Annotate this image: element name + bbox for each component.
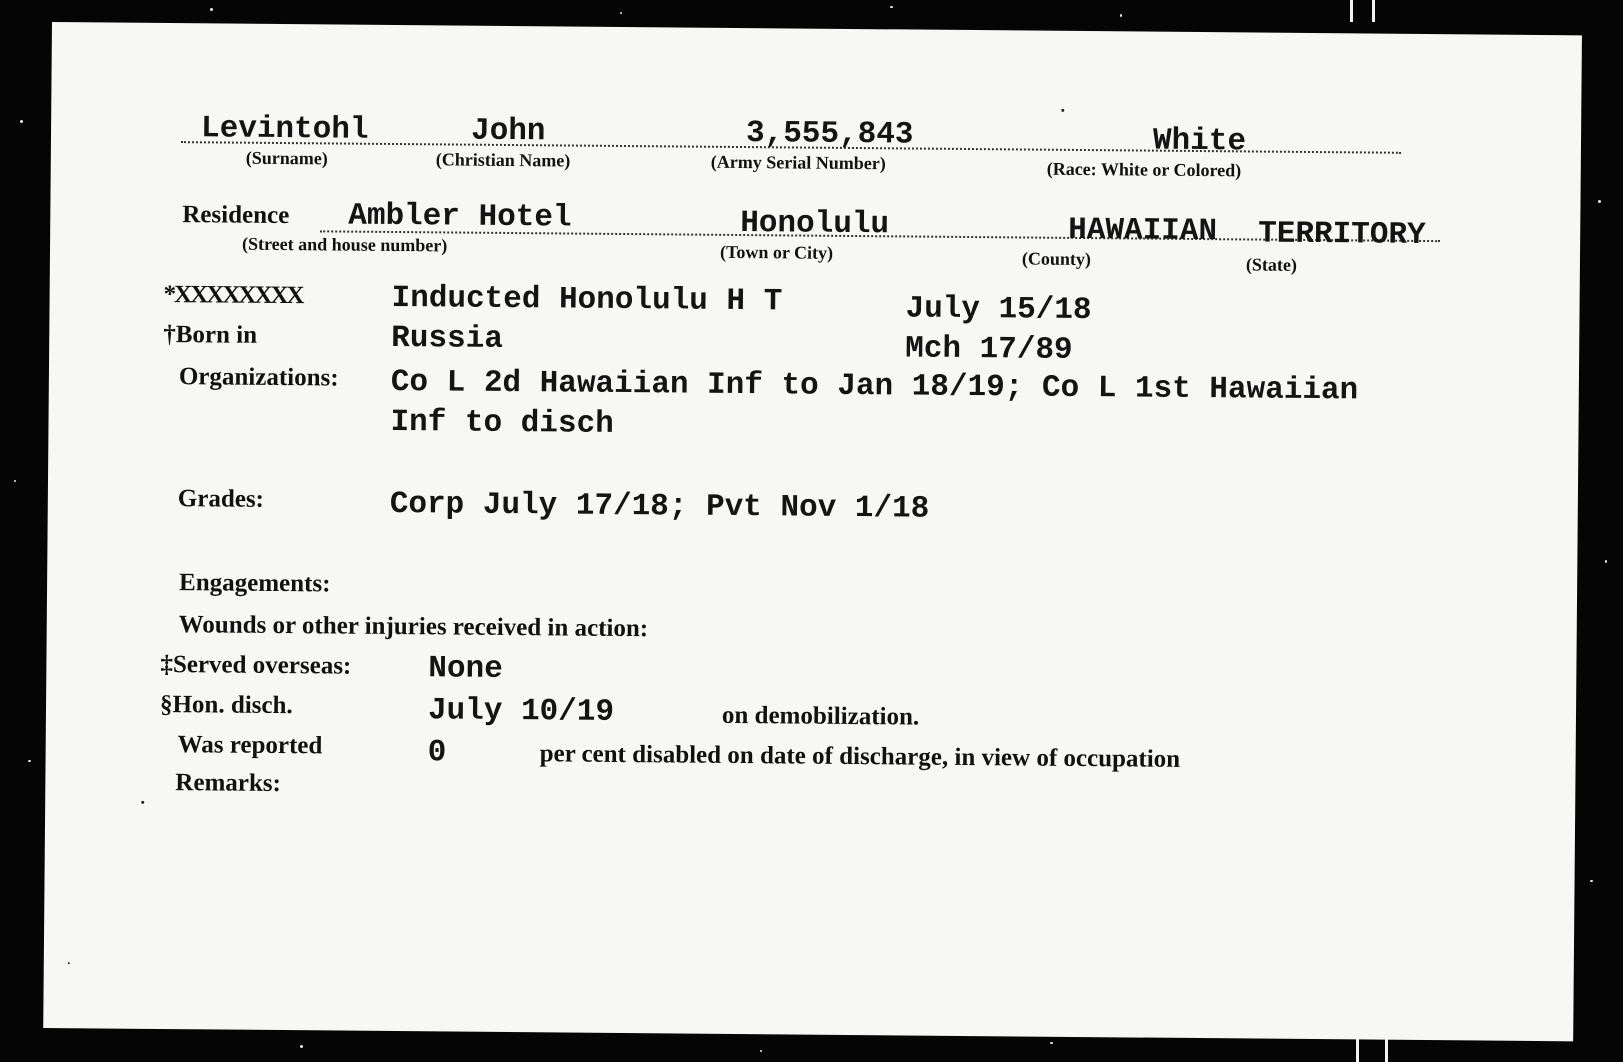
engagements-label: Engagements:	[178, 569, 331, 598]
scan-speck	[890, 6, 893, 8]
wounds-label: Wounds or other injuries received in action:	[178, 611, 649, 643]
scan-mark	[1061, 109, 1064, 112]
disabled-label: Was reported	[177, 731, 323, 760]
disabled-value: 0	[427, 735, 447, 771]
served-overseas-label: ‡Served overseas:	[160, 650, 352, 680]
scan-edge-bar	[1372, 0, 1375, 22]
grades-text: Corp July 17/18; Pvt Nov 1/18	[389, 486, 930, 527]
county-value: HAWAIIAN	[1068, 212, 1218, 250]
born-label: †Born in	[163, 320, 258, 349]
organizations-line-1: Co L 2d Hawaiian Inf to Jan 18/19; Co L 1st Hawaiian	[390, 364, 1359, 409]
scan-speck	[1605, 560, 1607, 563]
discharge-note: on demobilization.	[721, 701, 920, 731]
born-place: Russia	[391, 320, 504, 357]
residence-label: Residence	[182, 201, 290, 230]
scan-mark	[68, 962, 70, 964]
served-overseas-value: None	[428, 651, 503, 687]
race-value: White	[1152, 123, 1247, 160]
organizations-label: Organizations:	[178, 363, 339, 392]
disabled-note: per cent disabled on date of discharge, in view of occupation	[539, 740, 1181, 773]
scan-speck	[300, 1045, 303, 1048]
discharge-date: July 10/19	[427, 693, 615, 730]
enlisted-label: *XXXXXXXX	[163, 280, 303, 310]
grades-label: Grades:	[177, 485, 265, 513]
scan-speck	[1050, 1042, 1053, 1044]
surname-value: Levintohl	[200, 111, 369, 148]
street-caption: (Street and house number)	[241, 233, 448, 256]
scan-speck	[1120, 14, 1122, 17]
county-caption: (County)	[1021, 248, 1092, 270]
town-value: Honolulu	[740, 206, 890, 243]
scan-mark	[141, 801, 144, 804]
remarks-label: Remarks:	[175, 769, 282, 798]
scan-speck	[210, 8, 213, 11]
record-card	[43, 22, 1582, 1041]
scan-speck	[760, 1050, 762, 1052]
inducted-text: Inducted Honolulu H T	[391, 280, 783, 320]
race-caption: (Race: White or Colored)	[1046, 158, 1242, 181]
inducted-date: July 15/18	[905, 291, 1092, 329]
town-caption: (Town or City)	[719, 241, 834, 263]
surname-caption: (Surname)	[245, 147, 328, 169]
serial-number-caption: (Army Serial Number)	[710, 151, 886, 174]
born-date: Mch 17/89	[905, 331, 1073, 368]
scan-speck	[14, 480, 16, 482]
organizations-line-2: Inf to disch	[390, 404, 614, 442]
scan-speck	[1590, 880, 1593, 882]
scan-speck	[20, 120, 23, 123]
state-caption: (State)	[1245, 254, 1297, 275]
christian-name-value: John	[470, 113, 546, 150]
scan-edge-bar	[1350, 0, 1353, 22]
scan-speck	[620, 12, 622, 14]
serial-number-value: 3,555,843	[745, 116, 914, 153]
state-value: TERRITORY	[1258, 216, 1426, 253]
street-value: Ambler Hotel	[348, 198, 572, 236]
discharge-label: §Hon. disch.	[159, 690, 293, 720]
scan-speck	[1598, 200, 1601, 203]
christian-name-caption: (Christian Name)	[435, 149, 571, 171]
scan-speck	[28, 760, 31, 762]
